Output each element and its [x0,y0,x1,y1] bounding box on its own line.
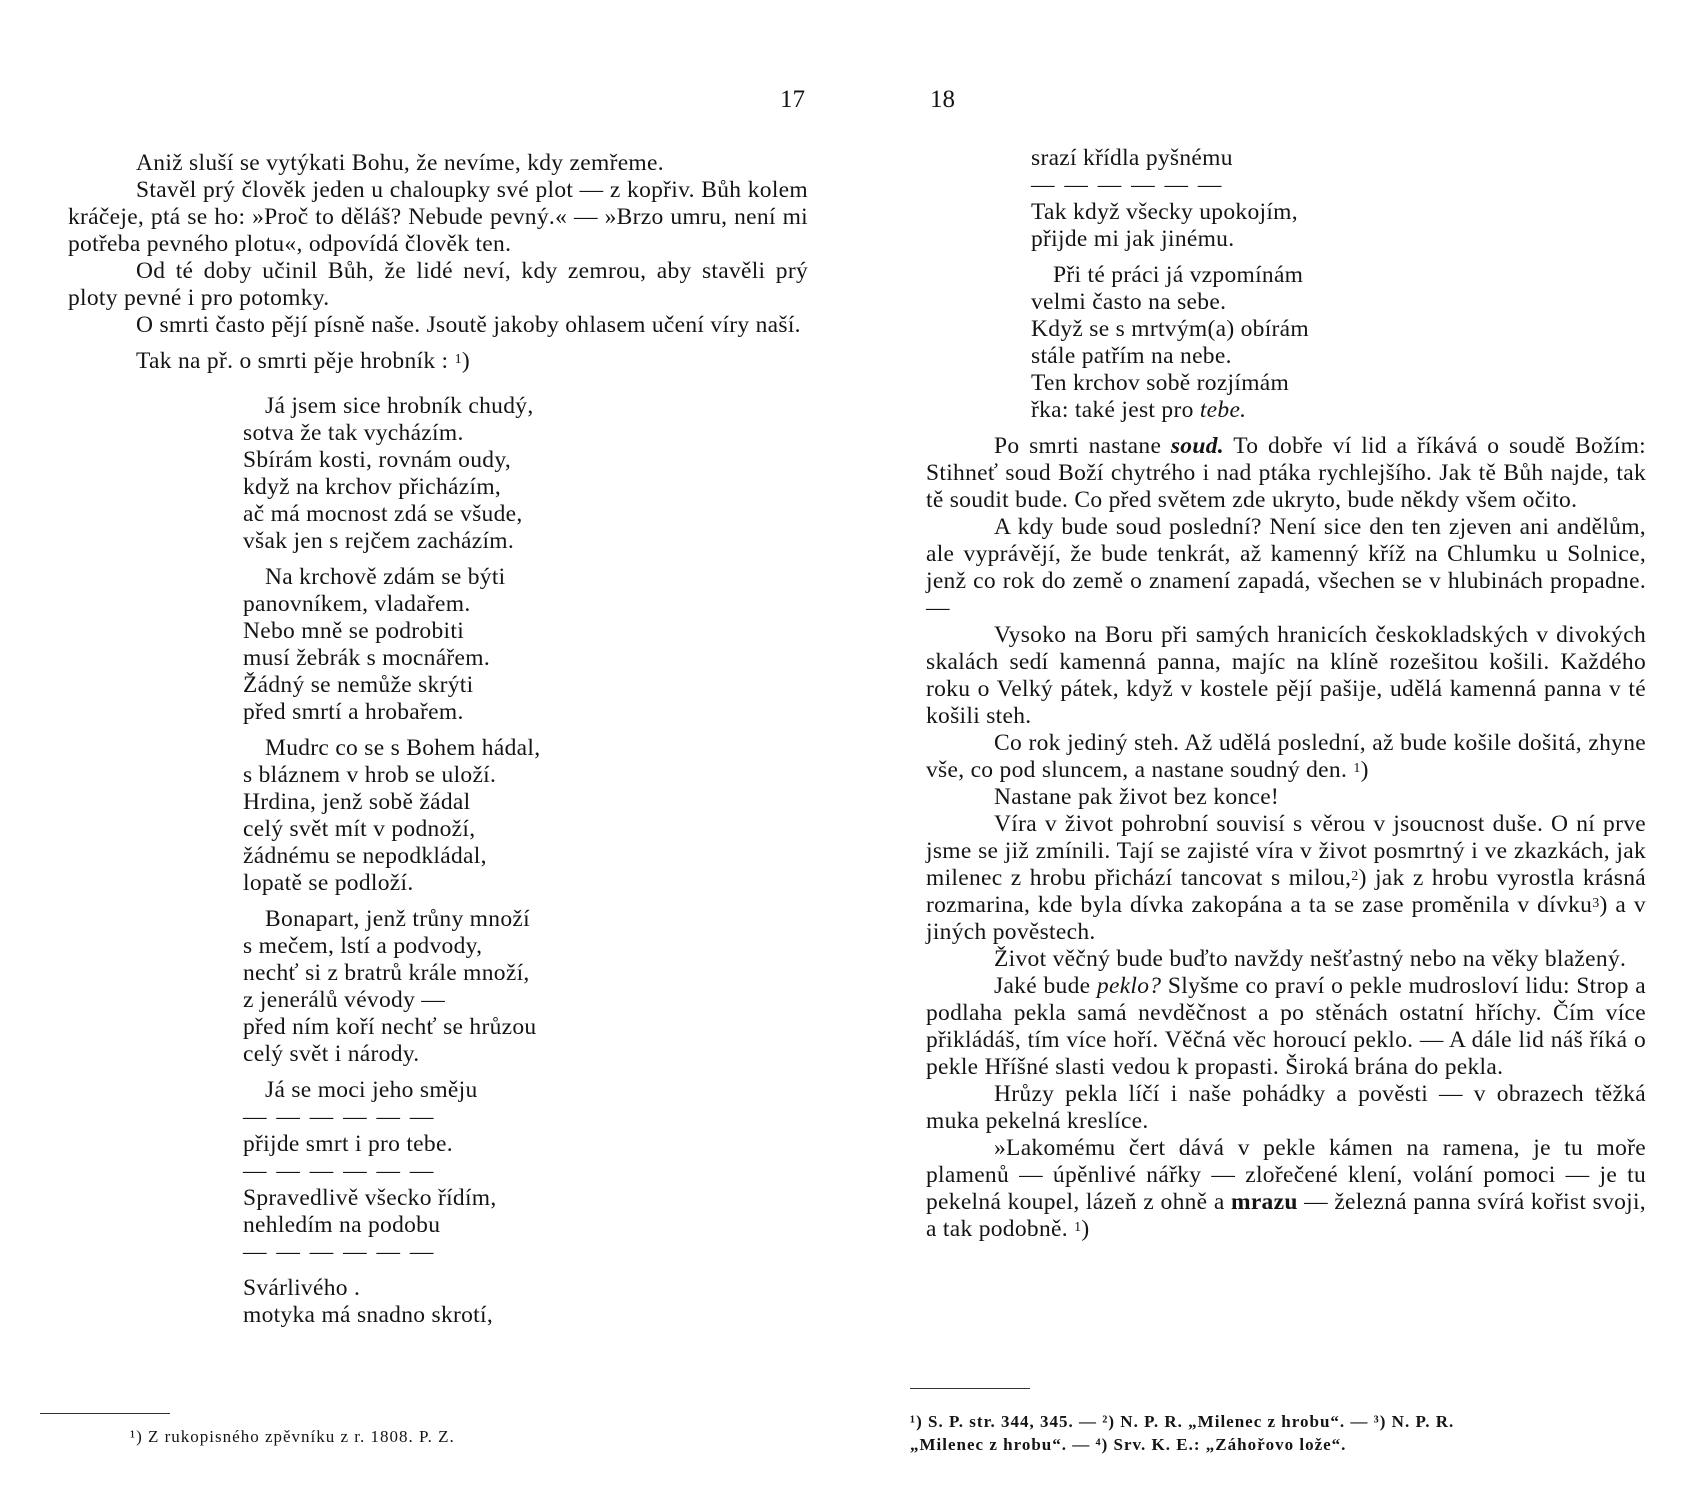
verse-intro: Tak na př. o smrti pěje hrobník : $^1$) [136,348,471,374]
verse-line: Mudrc co se s Bohem hádal, [265,735,541,761]
verse-line: Hrdina, jenž sobě žádal [243,789,471,815]
paragraph: Po smrti nastane soud. To dobře ví lid a říkává o soudě Božím: Stihneť soud Boží chytrého i nad ptáka rychlejšího. Jak tě Bůh najde, tak tě soudit bude. Co před světem zde ukryto, bude někdy všem očito. [926,433,1646,513]
stanza [243,393,808,1329]
left-page-text [68,150,808,1329]
verse-line: s mečem, lstí a podvody, [243,933,483,959]
verse-line: před smrtí a hrobařem. [243,699,464,725]
page-number-left: 17 [780,86,805,113]
verse-line: Nebo mně se podrobiti [243,618,465,644]
footnote-ref: 3 [1592,896,1600,911]
paragraph: Hrůzy pekla líčí i naše pohádky a pověsti — v obrazech těžká muka pekelná kreslíce. [926,1081,1646,1134]
footnote-ref: 1 [1074,1220,1082,1235]
verse-line: Tak když všecky upokojím, [1031,199,1298,225]
footnote-line: ¹) S. P. str. 344, 345. — ²) N. P. R. „Milenec z hrobu“. — ³) N. P. R. [910,1412,1455,1431]
paragraph: Nastane pak život bez konce! [994,784,1280,810]
paragraph: Jaké bude peklo? Slyšme co praví o pekle mudrosloví lidu: Strop a podlaha pekla samá nevděčnost a po stěnách ostatní hříchy. Čím více přikládáš, tím více hoří. Věčná věc horoucí peklo. — A dále lid náš říká o pekle Hříšné slasti vedou k propasti. Široká brána do pekla. [926,973,1647,1080]
verse-line: Já se moci jeho směju [265,1077,478,1103]
footnote-ref: 1 [454,352,462,367]
verse-line: Spravedlivě všecko řídím, [243,1185,497,1211]
verse-line: ač má mocnost zdá se všude, [243,501,523,527]
paragraph: Aniž sluší se vytýkati Bohu, že nevíme, kdy zemřeme. [136,150,664,176]
emphasis: peklo? [1096,973,1162,999]
verse-line: z jenerálů vévody — [243,987,446,1013]
verse-line: Bonapart, jenž trůny množí [265,906,530,932]
verse-line: s bláznem v hrob se uloží. [243,762,497,788]
verse-line: žádnému se nepodkládal, [243,843,487,869]
emphasis: tebe. [1199,397,1247,423]
emphasis: soud. [1170,433,1224,459]
verse-line: Na krchově zdám se býti [265,564,506,590]
paragraph: A kdy bude soud poslední? Není sice den ten zjeven ani andělům, ale vyprávějí, že bude tenkrát, až kamenný kříž na Chlumku u Solnice, jenž co rok do země o znamení zapadá, všechen se v hlubinách propadne. — [926,514,1646,621]
footnote-line: „Milenec z hrobu“. — ⁴) Srv. K. E.: „Záhořovo lože“. [910,1435,1347,1454]
verse-line: Já jsem sice hrobník chudý, [265,393,534,419]
verse-line: přijde mi jak jinému. [1031,226,1235,252]
footnote-rule [40,1413,170,1414]
paragraph: Od té doby učinil Bůh, že lidé neví, kdy zemrou, aby stavěli prý ploty pevné i pro potomky. [68,258,808,311]
emphasis: mrazu [1230,1189,1298,1215]
verse-ellipsis: — — — — — — [243,1239,436,1265]
verse-line: Žádný se nemůže skrýti [243,672,474,698]
verse-line: sotva že tak vycházím. [243,420,464,446]
paragraph: Vysoko na Boru při samých hranicích českokladských v divokých skalách sedí kamenná panna, majíc na klíně rozešitou košili. Každého roku o Velký pátek, když v kostele pějí pašije, udělá kamenná panna v té košili steh. [926,622,1646,729]
verse-line: lopatě se podloží. [243,870,414,896]
verse-line: Sbírám kosti, rovnám oudy, [243,447,512,473]
verse-line: Ten krchov sobě rozjímám [1031,370,1290,396]
verse-line: Když se s mrtvým(a) obírám [1031,316,1309,342]
verse-line: nechť si z bratrů krále množí, [243,960,530,986]
page-number-right: 18 [930,86,955,113]
verse-ellipsis: — — — — — — [1031,172,1224,198]
footnote-ref: 2 [1351,869,1359,884]
right-page-text [926,145,1646,1243]
paragraph: O smrti často pějí písně naše. Jsoutě jakoby ohlasem učení víry naší. [136,312,801,338]
verse-line: však jen s rejčem zacházím. [243,528,515,554]
footnote-left: ¹) Z rukopisného zpěvníku z r. 1808. P. Z. [130,1427,455,1446]
verse-ellipsis: — — — — — — [243,1158,436,1184]
paragraph: Stavěl prý člověk jeden u chaloupky své plot — z kopřiv. Bůh kolem kráčeje, ptá se ho: »Proč to děláš? Nebude pevný.« — »Brzo umru, není mi potřeba pevného plotu«, odpovídá člověk ten. [68,177,808,257]
footnotes-right [910,1410,1630,1456]
verse-line: srazí křídla pyšnému [1031,145,1233,171]
verse-line: motyka má snadno skrotí, [243,1302,494,1328]
verse-line: Při té práci já vzpomínám [1053,262,1304,288]
verse-line: stále patřím na nebe. [1031,343,1232,369]
verse-line: nehledím na podobu [243,1212,441,1238]
paragraph: Co rok jediný steh. Až udělá poslední, až bude košile došitá, zhyne vše, co pod sluncem, a nastane soudný den. $^1$) [926,730,1646,783]
verse-line: celý svět mít v podnoží, [243,816,476,842]
verse-line: přijde smrt i pro tebe. [243,1131,453,1157]
verse-line: musí žebrák s mocnářem. [243,645,491,671]
verse-line: velmi často na sebe. [1031,289,1227,315]
paragraph: »Lakomému čert dává v pekle kámen na ramena, je tu moře plamenů — úpěnlivé nářky — zlořečené klení, volání pomoci — je tu pekelná koupel, lázeň z ohně a mrazu — železná panna svírá kořist svoji, a tak podobně. $^1$) [926,1135,1646,1242]
verse-line: Svárlivého . [243,1275,361,1301]
footnote-rule [910,1388,1030,1389]
verse-ellipsis: — — — — — — [243,1104,436,1130]
right-page [852,0,1704,1500]
verse-line: když na krchov přicházím, [243,474,502,500]
paragraph: Víra v život pohrobní souvisí s věrou v jsoucnost duše. O ní prve jsme se již zmínili. Tají se zajisté víra v život posmrtný i ve zkazkách, jak milenec z hrobu přichází tancovat s milou,$^2$) jak z hrobu vyrostla krásná rozmarina, kde byla dívka zakopána a ta se zase proměnila v dívku$^3$) a v jiných pověstech. [926,811,1646,945]
footnote-ref: 1 [1353,761,1361,776]
verse-line: panovníkem, vladařem. [243,591,471,617]
verse-line: celý svět i národy. [243,1041,420,1067]
verse-line: před ním koří nechť se hrůzou [243,1014,537,1040]
stanza [1031,145,1646,424]
verse-line: řka: také jest pro tebe. [1031,397,1247,423]
paragraph: Život věčný bude buďto navždy nešťastný nebo na věky blažený. [994,946,1627,972]
